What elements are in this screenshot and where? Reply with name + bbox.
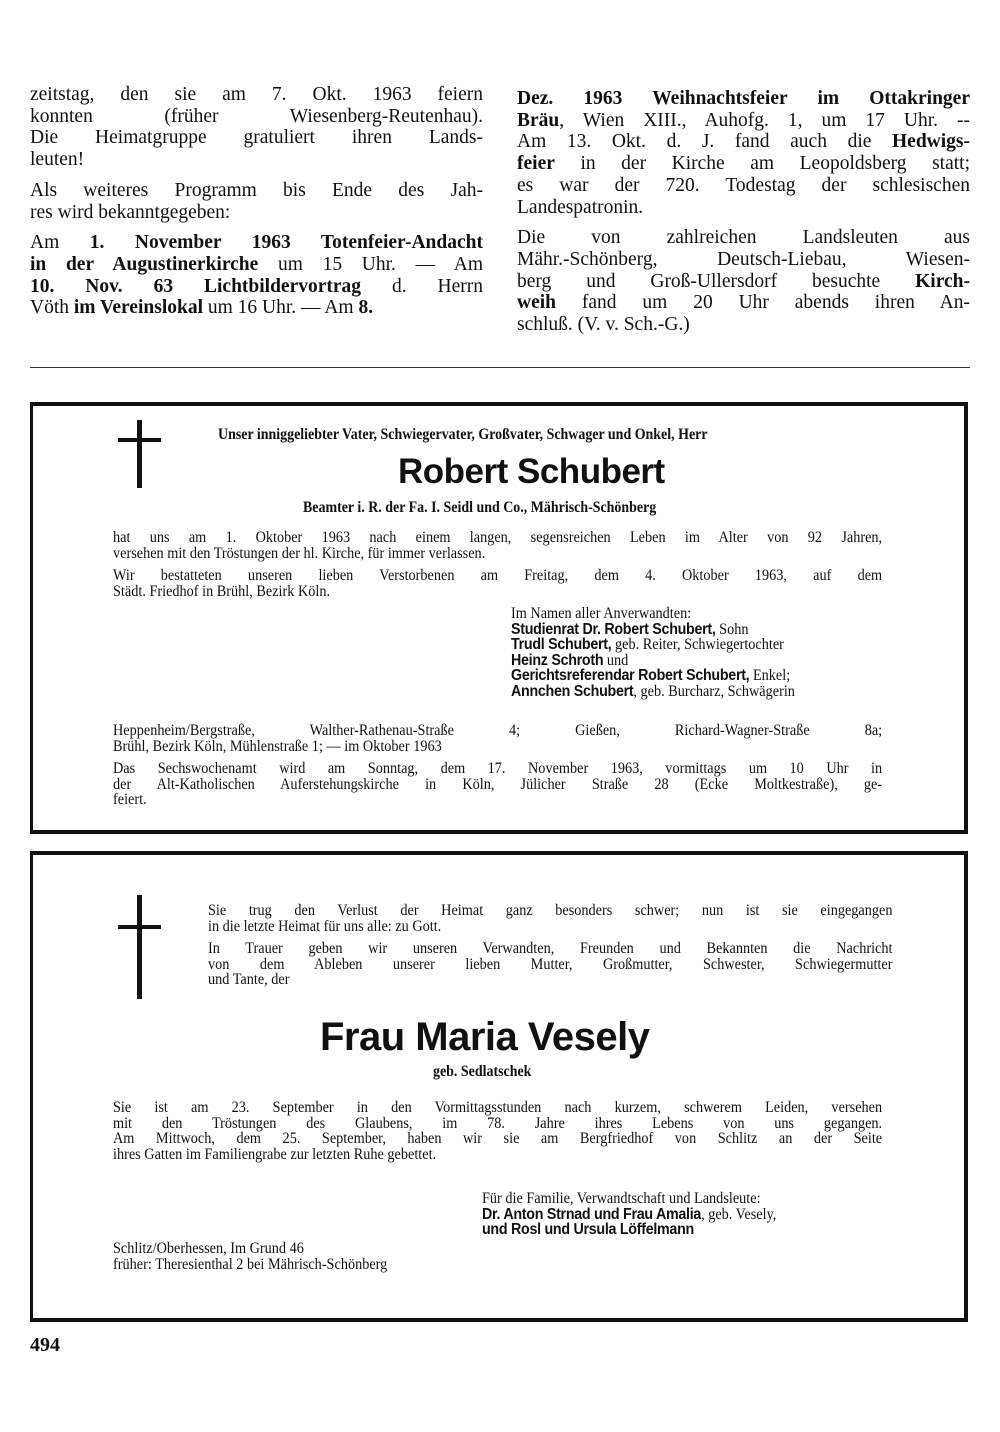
text-line	[511, 653, 795, 669]
text-run: Am Mittwoch, dem 25. September, haben wir sie am Bergfriedhof von Schlitz an der Seite	[113, 1130, 883, 1147]
text-run: , Wien XIII., Auhofg. 1, um 17 Uhr. --	[559, 109, 970, 131]
text-run: Als weiteres Programm bis Ende des Jah-	[30, 179, 483, 201]
text-line	[113, 530, 882, 546]
bold-text: Studienrat Dr. Robert Schubert,	[511, 620, 716, 638]
text-run: Die Heimatgruppe gratuliert ihren Lands-	[30, 127, 483, 149]
text-run: Sie ist am 23. September in den Vormittagsstunden nach kurzem, schwerem Leiden, versehen	[113, 1099, 883, 1116]
paragraph	[30, 180, 483, 223]
text-line	[113, 723, 882, 739]
text-run: Für die Familie, Verwandtschaft und Landsleute:	[482, 1190, 761, 1207]
paragraph	[30, 84, 483, 171]
bold-text: Bräu	[517, 109, 560, 131]
text-line	[208, 957, 892, 973]
text-line	[517, 175, 970, 197]
deceased-title: Beamter i. R. der Fa. I. Seidl und Co., Mährisch-Schönberg	[303, 499, 657, 516]
text-run: Enkel;	[749, 667, 791, 684]
obituary-intro	[208, 903, 892, 995]
text-line	[517, 314, 970, 336]
paragraph	[113, 568, 882, 599]
bold-text: feier	[517, 153, 555, 175]
text-line	[517, 271, 970, 293]
bold-text: 8.	[358, 297, 374, 319]
text-run: in die letzte Heimat für uns alle: zu Gott.	[208, 917, 442, 935]
text-line	[517, 197, 970, 219]
text-run: zeitstag, den sie am 7. Okt. 1963 feiern	[30, 84, 483, 105]
text-line	[113, 1257, 387, 1273]
text-run: Die von zahlreichen Landsleuten aus	[517, 227, 970, 249]
text-run: und Tante, der	[208, 971, 290, 988]
text-line	[517, 131, 970, 153]
text-run: , geb. Vesely,	[701, 1205, 777, 1223]
text-line	[113, 584, 882, 600]
text-run: früher: Theresienthal 2 bei Mährisch-Schönberg	[113, 1255, 388, 1273]
text-run: es war der 720. Todestag der schlesischen	[517, 174, 970, 196]
deceased-name: Frau Maria Vesely	[320, 1015, 650, 1059]
text-run: mit den Tröstungen des Glaubens, im 78. Jahre ihres Lebens von uns gegangen.	[113, 1114, 883, 1132]
text-run: geb. Reiter, Schwiegertochter	[611, 636, 784, 653]
obituary-body	[113, 530, 882, 606]
text-line	[113, 1100, 882, 1116]
text-line	[113, 777, 882, 793]
bold-text: in der Augustinerkirche	[30, 253, 259, 275]
text-line	[30, 149, 483, 171]
text-run: , geb. Burcharz, Schwägerin	[633, 682, 795, 700]
obituary-footer	[113, 723, 882, 815]
cross-icon	[118, 420, 161, 488]
text-line	[511, 684, 795, 700]
bold-text: Annchen Schubert	[511, 682, 634, 700]
text-run: Schlitz/Oberhessen, Im Grund 46	[113, 1240, 304, 1257]
text-run: leuten!	[30, 149, 85, 171]
bold-text: Dez. 1963 Weihnachtsfeier im Ottakringer	[517, 88, 970, 109]
bold-text: 10. Nov. 63 Lichtbildervortrag	[30, 275, 362, 297]
signers-block	[511, 606, 795, 699]
text-line	[113, 546, 882, 562]
text-run: Sohn	[715, 620, 749, 638]
address-block	[113, 1241, 387, 1272]
text-run: schluß. (V. v. Sch.-G.)	[517, 314, 690, 336]
text-line	[517, 153, 970, 175]
maiden-name: geb. Sedlatschek	[433, 1063, 532, 1080]
text-line	[517, 249, 970, 271]
text-line	[113, 1116, 882, 1132]
text-line	[517, 292, 970, 314]
text-run: Wir bestatteten unseren lieben Verstorbenen am Freitag, dem 4. Oktober 1963, auf dem	[113, 567, 883, 584]
paragraph	[208, 941, 892, 988]
text-line	[113, 568, 882, 584]
text-run: Städt. Friedhof in Brühl, Bezirk Köln.	[113, 582, 331, 600]
text-line	[113, 739, 882, 755]
paragraph	[208, 903, 892, 934]
cross-icon	[118, 895, 161, 999]
text-run: von dem Ableben unserer lieben Mutter, Großmutter, Schwester, Schwiegermutter	[208, 955, 893, 973]
text-line	[30, 254, 483, 276]
paragraph	[517, 88, 970, 218]
text-run: konnten (früher Wiesenberg-Reutenhau).	[30, 105, 483, 127]
paragraph	[517, 227, 970, 336]
text-run: Mähr.-Schönberg, Deutsch-Liebau, Wiesen-	[517, 248, 970, 270]
text-run: Am	[30, 232, 90, 254]
text-line	[517, 88, 970, 110]
paragraph	[113, 530, 882, 561]
text-line	[30, 202, 483, 224]
text-run: Landespatronin.	[517, 196, 644, 218]
text-line	[30, 106, 483, 128]
text-run: in der Kirche am Leopoldsberg statt;	[554, 153, 970, 175]
text-run: und	[603, 651, 629, 669]
bold-text: und Rosl und Ursula Löffelmann	[482, 1221, 694, 1238]
text-run: d. Herrn	[361, 275, 483, 297]
text-run: um 16 Uhr. — Am	[203, 297, 359, 319]
text-line	[30, 276, 483, 298]
text-run: Sie trug den Verlust der Heimat ganz besonders schwer; nun ist sie eingegangen	[208, 902, 893, 919]
bold-text: Heinz Schroth	[511, 651, 604, 669]
text-run: der Alt-Katholischen Auferstehungskirche in Köln, Jülicher Straße 28 (Ecke Moltkestraße), ge-	[113, 775, 883, 793]
text-line	[113, 761, 882, 777]
text-run: hat uns am 1. Oktober 1963 nach einem langen, segensreichen Leben im Alter von 92 Jahren,	[113, 529, 883, 546]
text-line	[113, 1147, 882, 1163]
text-line	[30, 297, 483, 319]
text-run: Vöth	[30, 297, 74, 319]
text-run: fand um 20 Uhr abends ihren An-	[556, 292, 970, 314]
text-line	[30, 232, 483, 254]
text-line	[517, 110, 970, 132]
text-run: feiert.	[113, 791, 147, 808]
left-column-text	[30, 84, 483, 328]
text-line	[208, 941, 892, 957]
text-run: Das Sechswochenamt wird am Sonntag, dem 17. November 1963, vormittags um 10 Uhr in	[113, 760, 883, 777]
text-run: um 15 Uhr. — Am	[258, 253, 484, 275]
obituary-robert-schubert	[30, 402, 968, 834]
deceased-name: Robert Schubert	[398, 452, 665, 491]
text-run: res wird bekanntgegeben:	[30, 201, 231, 223]
text-run: berg und Groß-Ullersdorf besuchte	[517, 270, 916, 292]
text-line	[511, 637, 795, 653]
text-line	[113, 1131, 882, 1147]
text-line	[511, 668, 795, 684]
text-line	[30, 127, 483, 149]
obituary-intro: Unser inniggeliebter Vater, Schwiegervater, Großvater, Schwager und Onkel, Herr	[218, 426, 708, 443]
right-column-text	[517, 88, 970, 345]
text-line	[482, 1207, 776, 1223]
bold-text: Dr. Anton Strnad und Frau Amalia	[482, 1205, 702, 1223]
text-run: Im Namen aller Anverwandten:	[511, 605, 692, 622]
obituary-body	[113, 1100, 882, 1169]
text-run: Am 13. Okt. d. J. fand auch die	[517, 131, 892, 153]
paragraph	[113, 723, 882, 754]
text-line	[208, 903, 892, 919]
text-line	[517, 227, 970, 249]
text-run: Heppenheim/Bergstraße, Walther-Rathenau-Straße 4; Gießen, Richard-Wagner-Straße 8a;	[113, 722, 883, 739]
bold-text: Hedwigs-	[892, 131, 970, 153]
text-line	[482, 1191, 776, 1207]
text-line	[511, 606, 795, 622]
bold-text: Trudl Schubert,	[511, 636, 612, 653]
paragraph	[113, 761, 882, 808]
text-line	[113, 792, 882, 808]
bold-text: Kirch-	[915, 270, 970, 292]
paragraph	[30, 232, 483, 319]
text-line	[30, 180, 483, 202]
text-run: In Trauer geben wir unseren Verwandten, Freunden und Bekannten die Nachricht	[208, 940, 893, 957]
section-divider	[30, 367, 970, 368]
page-number: 494	[30, 1334, 60, 1356]
bold-text: weih	[517, 292, 556, 314]
text-run: Brühl, Bezirk Köln, Mühlenstraße 1; — im Oktober 1963	[113, 737, 442, 755]
signers-block	[482, 1191, 776, 1238]
text-line	[208, 919, 892, 935]
text-line	[511, 622, 795, 638]
text-line	[30, 84, 483, 106]
text-line	[113, 1241, 387, 1257]
bold-text: im Vereinslokal	[73, 297, 203, 319]
text-line	[482, 1222, 776, 1238]
text-line	[208, 972, 892, 988]
paragraph	[113, 1100, 882, 1162]
text-run: versehen mit den Tröstungen der hl. Kirche, für immer verlassen.	[113, 544, 486, 562]
bold-text: 1. November 1963 Totenfeier-Andacht	[89, 232, 483, 254]
bold-text: Gerichtsreferendar Robert Schubert,	[511, 667, 750, 684]
text-run: ihres Gatten im Familiengrabe zur letzten Ruhe gebettet.	[113, 1145, 437, 1163]
obituary-maria-vesely	[30, 851, 968, 1322]
